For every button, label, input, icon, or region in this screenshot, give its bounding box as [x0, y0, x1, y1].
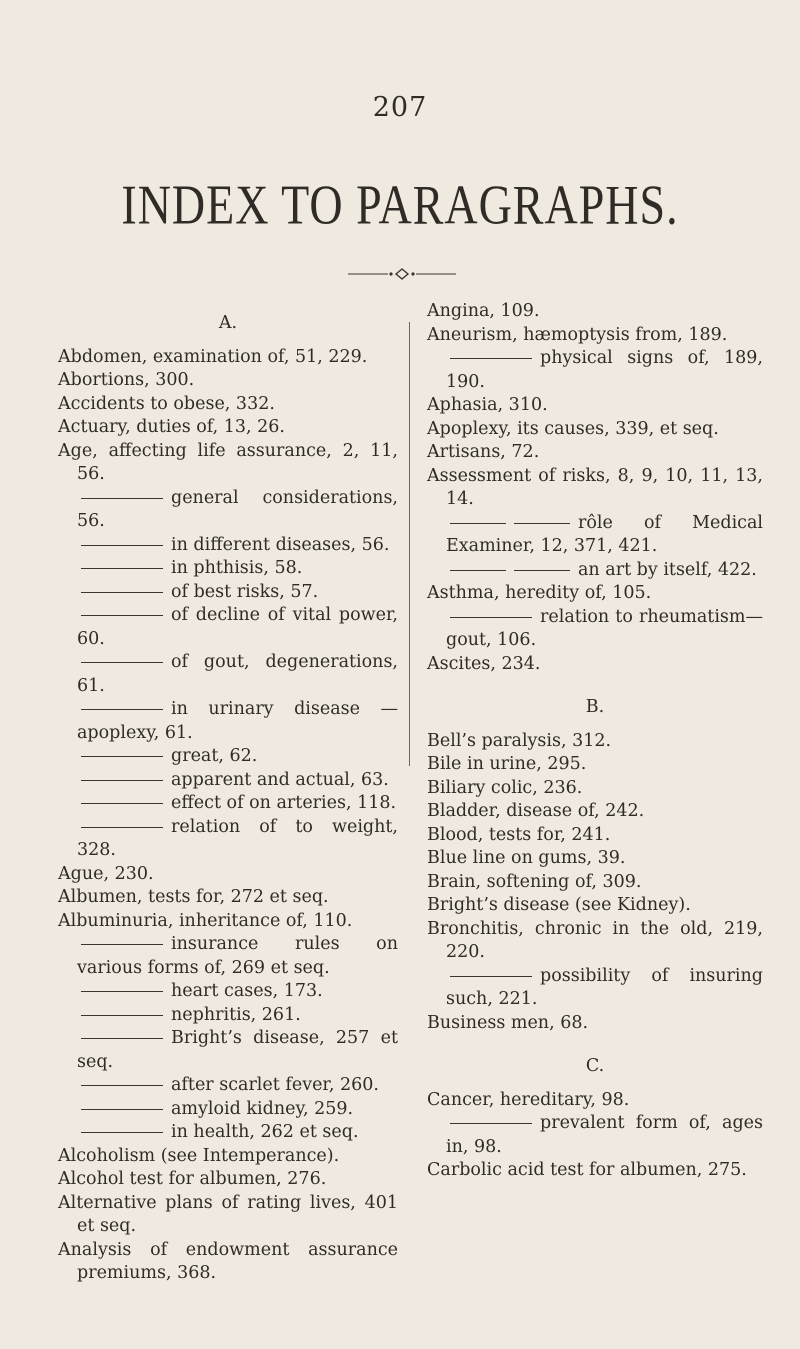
index-subentry [58, 581, 398, 605]
ditto-rule [450, 358, 532, 359]
index-entry-text: Business men, 68. [427, 1012, 589, 1033]
index-subentry-text: relation to rheumatism—gout, 106. [446, 606, 763, 650]
ditto-rule [450, 1123, 532, 1124]
index-entry-text: Abortions, 300. [58, 370, 195, 390]
ditto-rule [81, 1015, 163, 1016]
index-subentry-text: in different diseases, 56. [171, 534, 390, 555]
index-entry [427, 871, 763, 895]
index-entry [58, 910, 398, 934]
right-entry-list-b [427, 730, 763, 1036]
index-subentry-text: heart cases, 173. [171, 981, 323, 1001]
index-entry-text: Bronchitis, chronic in the old, 219, 220. [427, 918, 763, 962]
ditto-rule [81, 944, 163, 945]
index-entry [427, 394, 763, 418]
index-subentry [427, 606, 763, 653]
index-subentry [427, 512, 763, 559]
index-subentry [58, 487, 398, 534]
index-subentry [427, 1112, 763, 1159]
section-heading-b: B. [585, 697, 605, 717]
index-subentry-text: of gout, degenerations, 61. [77, 652, 398, 696]
index-entry [427, 1012, 763, 1036]
index-entry [58, 1239, 398, 1286]
ditto-rule [450, 617, 532, 618]
index-subentry-text: relation of to weight, 328. [77, 816, 398, 860]
index-subentry [58, 534, 398, 558]
index-entry-text: Alternative plans of rating lives, 401 et seq. [58, 1192, 398, 1236]
index-entry [58, 1145, 398, 1169]
ditto-rule [81, 1132, 163, 1133]
left-entry-list [58, 346, 398, 1286]
index-entry-text: Albumen, tests for, 272 et seq. [58, 887, 329, 907]
index-entry [427, 918, 763, 965]
index-entry [427, 824, 763, 848]
ditto-rule [514, 523, 570, 524]
index-entry-text: Artisans, 72. [427, 442, 540, 462]
index-entry-text: Bile in urine, 295. [427, 754, 587, 774]
index-entry-text: Bladder, disease of, 242. [427, 801, 645, 821]
index-entry-text: Carbolic acid test for albumen, 275. [427, 1160, 747, 1180]
index-entry-text: Actuary, duties of, 13, 26. [58, 417, 285, 437]
index-subentry-text: physical signs of, 189, 190. [446, 348, 763, 392]
index-entry [427, 847, 763, 871]
index-subentry [58, 1121, 398, 1145]
index-entry-text: Alcoholism (see Intemperance). [58, 1145, 340, 1166]
index-subentry [427, 347, 763, 394]
index-subentry-text: in health, 262 et seq. [171, 1122, 359, 1142]
index-subentry [427, 559, 763, 583]
index-subentry-text: amyloid kidney, 259. [171, 1098, 354, 1119]
index-subentry-text: effect of on arteries, 118. [171, 793, 397, 813]
index-subentry [58, 980, 398, 1004]
index-subentry-text: insurance rules on various forms of, 269 et seq. [77, 934, 398, 978]
ditto-rule [81, 1109, 163, 1110]
ditto-rule [450, 523, 506, 524]
ditto-rule [450, 570, 506, 571]
left-column [58, 300, 398, 1286]
index-subentry-text: rôle of Medical Examiner, 12, 371, 421. [446, 512, 763, 556]
index-subentry [58, 651, 398, 698]
index-entry-text: Apoplexy, its causes, 339, et seq. [427, 418, 719, 439]
index-entry [58, 440, 398, 487]
index-subentry-text: after scarlet fever, 260. [171, 1075, 379, 1095]
ditto-rule [81, 498, 163, 499]
index-entry [58, 369, 398, 393]
ditto-rule [81, 545, 163, 546]
index-subentry [58, 792, 398, 816]
index-subentry [58, 1098, 398, 1122]
index-entry [427, 324, 763, 348]
ditto-rule [81, 615, 163, 616]
ditto-rule [514, 570, 570, 571]
index-entry [427, 653, 763, 677]
index-entry [58, 346, 398, 370]
index-subentry-text: of best risks, 57. [171, 581, 319, 602]
ditto-rule [81, 1085, 163, 1086]
index-entry [427, 300, 763, 324]
index-entry-text: Bell’s paralysis, 312. [427, 730, 612, 751]
index-entry-text: Aneurism, hæmoptysis from, 189. [427, 324, 728, 345]
section-heading-c: C. [585, 1056, 605, 1076]
index-entry-text: Albuminuria, inheritance of, 110. [58, 910, 353, 931]
index-entry [427, 894, 763, 918]
right-column [427, 300, 763, 1183]
index-entry [427, 465, 763, 512]
index-subentry [58, 933, 398, 980]
index-entry-text: Assessment of risks, 8, 9, 10, 11, 13, 14. [427, 465, 763, 509]
index-subentry-text: apparent and actual, 63. [171, 769, 389, 790]
index-subentry-text: general considerations, 56. [77, 487, 398, 531]
index-entry-text: Cancer, hereditary, 98. [427, 1089, 630, 1110]
ditto-rule [81, 662, 163, 663]
index-entry-text: Asthma, heredity of, 105. [427, 583, 652, 603]
index-subentry [58, 769, 398, 793]
index-subentry [58, 1004, 398, 1028]
index-subentry [58, 816, 398, 863]
index-entry [427, 800, 763, 824]
index-entry [58, 393, 398, 417]
index-entry [427, 753, 763, 777]
index-entry [427, 777, 763, 801]
index-entry-text: Aphasia, 310. [427, 395, 548, 415]
index-entry-text: Accidents to obese, 332. [58, 393, 275, 414]
index-entry-text: Biliary colic, 236. [427, 777, 583, 798]
index-subentry-text: nephritis, 261. [171, 1004, 301, 1025]
index-subentry-text: an art by itself, 422. [578, 559, 757, 580]
index-subentry-text: Bright’s disease, 257 et seq. [77, 1028, 398, 1072]
index-entry [58, 886, 398, 910]
index-subentry [58, 1074, 398, 1098]
ditto-rule [81, 803, 163, 804]
index-subentry-text: possibility of insuring such, 221. [446, 965, 763, 1009]
index-entry-text: Blood, tests for, 241. [427, 824, 611, 845]
index-entry-text: Abdomen, examination of, 51, 229. [58, 346, 368, 367]
index-entry-text: Age, affecting life assurance, 2, 11, 56. [58, 440, 398, 484]
index-entry-text: Bright’s disease (see Kidney). [427, 895, 691, 915]
index-subentry [427, 965, 763, 1012]
index-entry-text: Ague, 230. [58, 863, 154, 884]
right-entry-list-c [427, 1089, 763, 1183]
index-subentry-text: in phthisis, 58. [171, 558, 303, 578]
index-entry [427, 418, 763, 442]
index-subentry [58, 745, 398, 769]
page-title: INDEX TO PARAGRAPHS. [121, 173, 679, 236]
index-entry [58, 1192, 398, 1239]
index-entry [58, 1168, 398, 1192]
column-divider [409, 322, 410, 766]
ditto-rule [450, 976, 532, 977]
index-entry-text: Alcohol test for albumen, 276. [58, 1169, 327, 1189]
right-entry-list-a [427, 300, 763, 676]
page-number: 207 [372, 92, 428, 123]
index-entry [58, 863, 398, 887]
index-entry-text: Brain, softening of, 309. [427, 871, 642, 892]
index-subentry-text: great, 62. [171, 746, 258, 766]
index-entry [427, 730, 763, 754]
index-subentry [58, 604, 398, 651]
section-heading-a: A. [218, 313, 238, 333]
index-entry [427, 441, 763, 465]
ditto-rule [81, 780, 163, 781]
ditto-rule [81, 991, 163, 992]
ditto-rule [81, 709, 163, 710]
index-entry-text: Blue line on gums, 39. [427, 848, 626, 868]
index-entry [427, 1159, 763, 1183]
index-entry-text: Angina, 109. [427, 301, 540, 321]
index-subentry [58, 557, 398, 581]
index-subentry-text: in urinary disease — apoplexy, 61. [77, 699, 398, 743]
index-subentry [58, 698, 398, 745]
index-subentry [58, 1027, 398, 1074]
index-subentry-text: prevalent form of, ages in, 98. [446, 1113, 763, 1157]
ditto-rule [81, 592, 163, 593]
ditto-rule [81, 756, 163, 757]
ditto-rule [81, 1038, 163, 1039]
ornament-divider [348, 268, 456, 280]
ditto-rule [81, 568, 163, 569]
ditto-rule [81, 827, 163, 828]
index-entry-text: Ascites, 234. [427, 653, 541, 674]
index-entry [427, 582, 763, 606]
index-entry [427, 1089, 763, 1113]
index-subentry-text: of decline of vital power, 60. [77, 605, 398, 649]
index-entry-text: Analysis of endowment assurance premiums, 368. [58, 1239, 398, 1283]
index-entry [58, 416, 398, 440]
